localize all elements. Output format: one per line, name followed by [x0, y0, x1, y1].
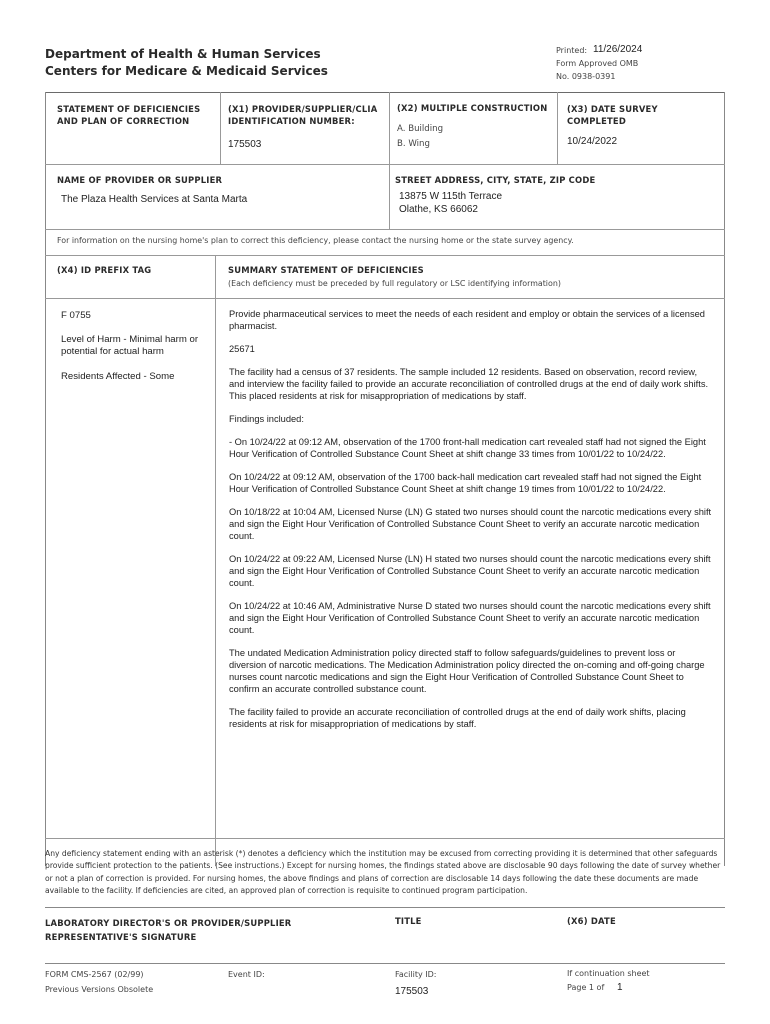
paragraph: On 10/24/22 at 09:22 AM, Licensed Nurse (LN) H stated two nurses should count the narcotic medications every shift and sign the Eight Hour Verification of Controlled Substance Count Sheet to verify an accurate narcotic medication count. [229, 554, 711, 588]
x3-label: (X3) DATE SURVEY COMPLETED [567, 104, 658, 126]
summary-body [229, 308, 715, 741]
divider-x1 [220, 92, 221, 164]
divider-x3 [557, 92, 558, 164]
address-label: STREET ADDRESS, CITY, STATE, ZIP CODE [395, 175, 596, 185]
facility-id-value: 175503 [395, 986, 429, 997]
form-approved: Form Approved OMB [556, 59, 639, 68]
paragraph: - On 10/24/22 at 09:12 AM, observation of the 1700 front-hall medication cart revealed staff had not signed the Eight Hour Verification of Controlled Substance Count Sheet at shift change 33 times from 10/01/22 to 10/24/22. [229, 437, 706, 459]
signature-top-rule [45, 907, 725, 908]
paragraph: 25671 [229, 344, 255, 354]
rule-after-info [45, 255, 725, 256]
centers-title: Centers for Medicare & Medicaid Services [45, 64, 328, 78]
x3-value: 10/24/2022 [567, 136, 618, 147]
provider-label: NAME OF PROVIDER OR SUPPLIER [57, 175, 223, 185]
address-line2: Olathe, KS 66062 [399, 204, 478, 215]
page-label: Page 1 of [567, 983, 605, 992]
omb-number: No. 0938-0391 [556, 72, 616, 81]
rule-after-ids [45, 164, 725, 165]
paragraph: The facility had a census of 37 residents. The sample included 12 residents. Based on observation, record review, and interview the facility failed to provide an accurate reconciliation of controlled drugs at the end of daily work shifts. This placed residents at risk for misappropriation of medications by staff. [229, 367, 709, 401]
printed-label: Printed: [556, 46, 588, 55]
date-label: (X6) DATE [567, 916, 616, 926]
rule-after-table-header [45, 298, 725, 299]
paragraph: The facility failed to provide an accurate reconciliation of controlled drugs at the end of daily work shifts, placing residents at risk for misappropriation of medications by staff. [229, 707, 686, 729]
printed-date: 11/26/2024 [593, 44, 643, 55]
form-number: FORM CMS-2567 (02/99) [45, 970, 144, 979]
x2-wing: B. Wing [397, 139, 430, 149]
department-title: Department of Health & Human Services [45, 47, 321, 61]
divider-x2 [389, 92, 390, 229]
residents-affected: Residents Affected - Some [61, 371, 175, 382]
rule-table-bottom [45, 838, 725, 839]
footer-top-rule [45, 963, 725, 964]
continuation-label: If continuation sheet [567, 969, 650, 978]
x2-label: (X2) MULTIPLE CONSTRUCTION [397, 103, 548, 113]
top-rule [45, 92, 725, 93]
provider-value: The Plaza Health Services at Santa Marta [61, 194, 248, 205]
right-border [724, 92, 725, 866]
summary-sublabel: (Each deficiency must be preceded by full regulatory or LSC identifying information) [228, 279, 561, 288]
x1-label: (X1) PROVIDER/SUPPLIER/CLIA IDENTIFICATION NUMBER: [228, 104, 378, 126]
paragraph: On 10/24/22 at 10:46 AM, Administrative Nurse D stated two nurses should count the narcotic medications every shift and sign the Eight Hour Verification of Controlled Substance Count Sheet to verify an accurate narcotic medication count. [229, 601, 711, 635]
x2-building: A. Building [397, 124, 444, 134]
page-total: 1 [617, 982, 623, 993]
divider-tag-column [215, 255, 216, 866]
tag-id: F 0755 [61, 310, 91, 321]
summary-label: SUMMARY STATEMENT OF DEFICIENCIES [228, 265, 424, 275]
paragraph: Findings included: [229, 414, 304, 424]
paragraph: Provide pharmaceutical services to meet the needs of each resident and employ or obtain the services of a licensed pharmacist. [229, 309, 705, 331]
level-of-harm: Level of Harm - Minimal harm or potential for actual harm [61, 334, 199, 357]
x4-label: (X4) ID PREFIX TAG [57, 265, 152, 275]
left-border [45, 92, 46, 866]
footnote: Any deficiency statement ending with an asterisk (*) denotes a deficiency which the institution may be excused from correcting providing it is determined that other safeguards provide sufficient protection to the patients. (See instructions.) Except for nursing homes, the findings stated above are disclosable 90 days following the date of survey whether or not a plan of correction is provided. For nursing homes, the above findings and plans of correction are disclosable 14 days following the date these documents are made available to the facility. If deficiencies are cited, an approved plan of correction is requisite to continued program participation. [45, 849, 721, 895]
address-line1: 13875 W 115th Terrace [399, 191, 503, 202]
info-line: For information on the nursing home's plan to correct this deficiency, please contact the nursing home or the state survey agency. [57, 236, 574, 245]
paragraph: On 10/18/22 at 10:04 AM, Licensed Nurse (LN) G stated two nurses should count the narcotic medications every shift and sign the Eight Hour Verification of Controlled Substance Count Sheet to verify an accurate narcotic medication count. [229, 507, 712, 541]
title-label: TITLE [395, 916, 422, 926]
paragraph: The undated Medication Administration policy directed staff to follow safeguards/guidelines to prevent loss or diversion of narcotic medications. The Medication Administration policy directed the on-coming and off-going charge nurses count narcotic medications and sign the Eight Hour Verification of Controlled Substance Count Sheet to confirm an accurate controlled substance count. [229, 648, 705, 694]
facility-id-label: Facility ID: [395, 970, 437, 979]
rule-after-provider [45, 229, 725, 230]
director-signature-label: LABORATORY DIRECTOR'S OR PROVIDER/SUPPLIER REPRESENTATIVE'S SIGNATURE [45, 918, 292, 942]
previous-versions: Previous Versions Obsolete [45, 985, 154, 994]
x1-value: 175503 [228, 139, 262, 150]
paragraph: On 10/24/22 at 09:12 AM, observation of the 1700 back-hall medication cart revealed staff had not signed the Eight Hour Verification of Controlled Substance Count Sheet at shift change 19 times from 10/01/22 to 10/24/22. [229, 472, 702, 494]
statement-label: STATEMENT OF DEFICIENCIES AND PLAN OF CORRECTION [57, 104, 201, 126]
event-id-label: Event ID: [228, 970, 265, 979]
